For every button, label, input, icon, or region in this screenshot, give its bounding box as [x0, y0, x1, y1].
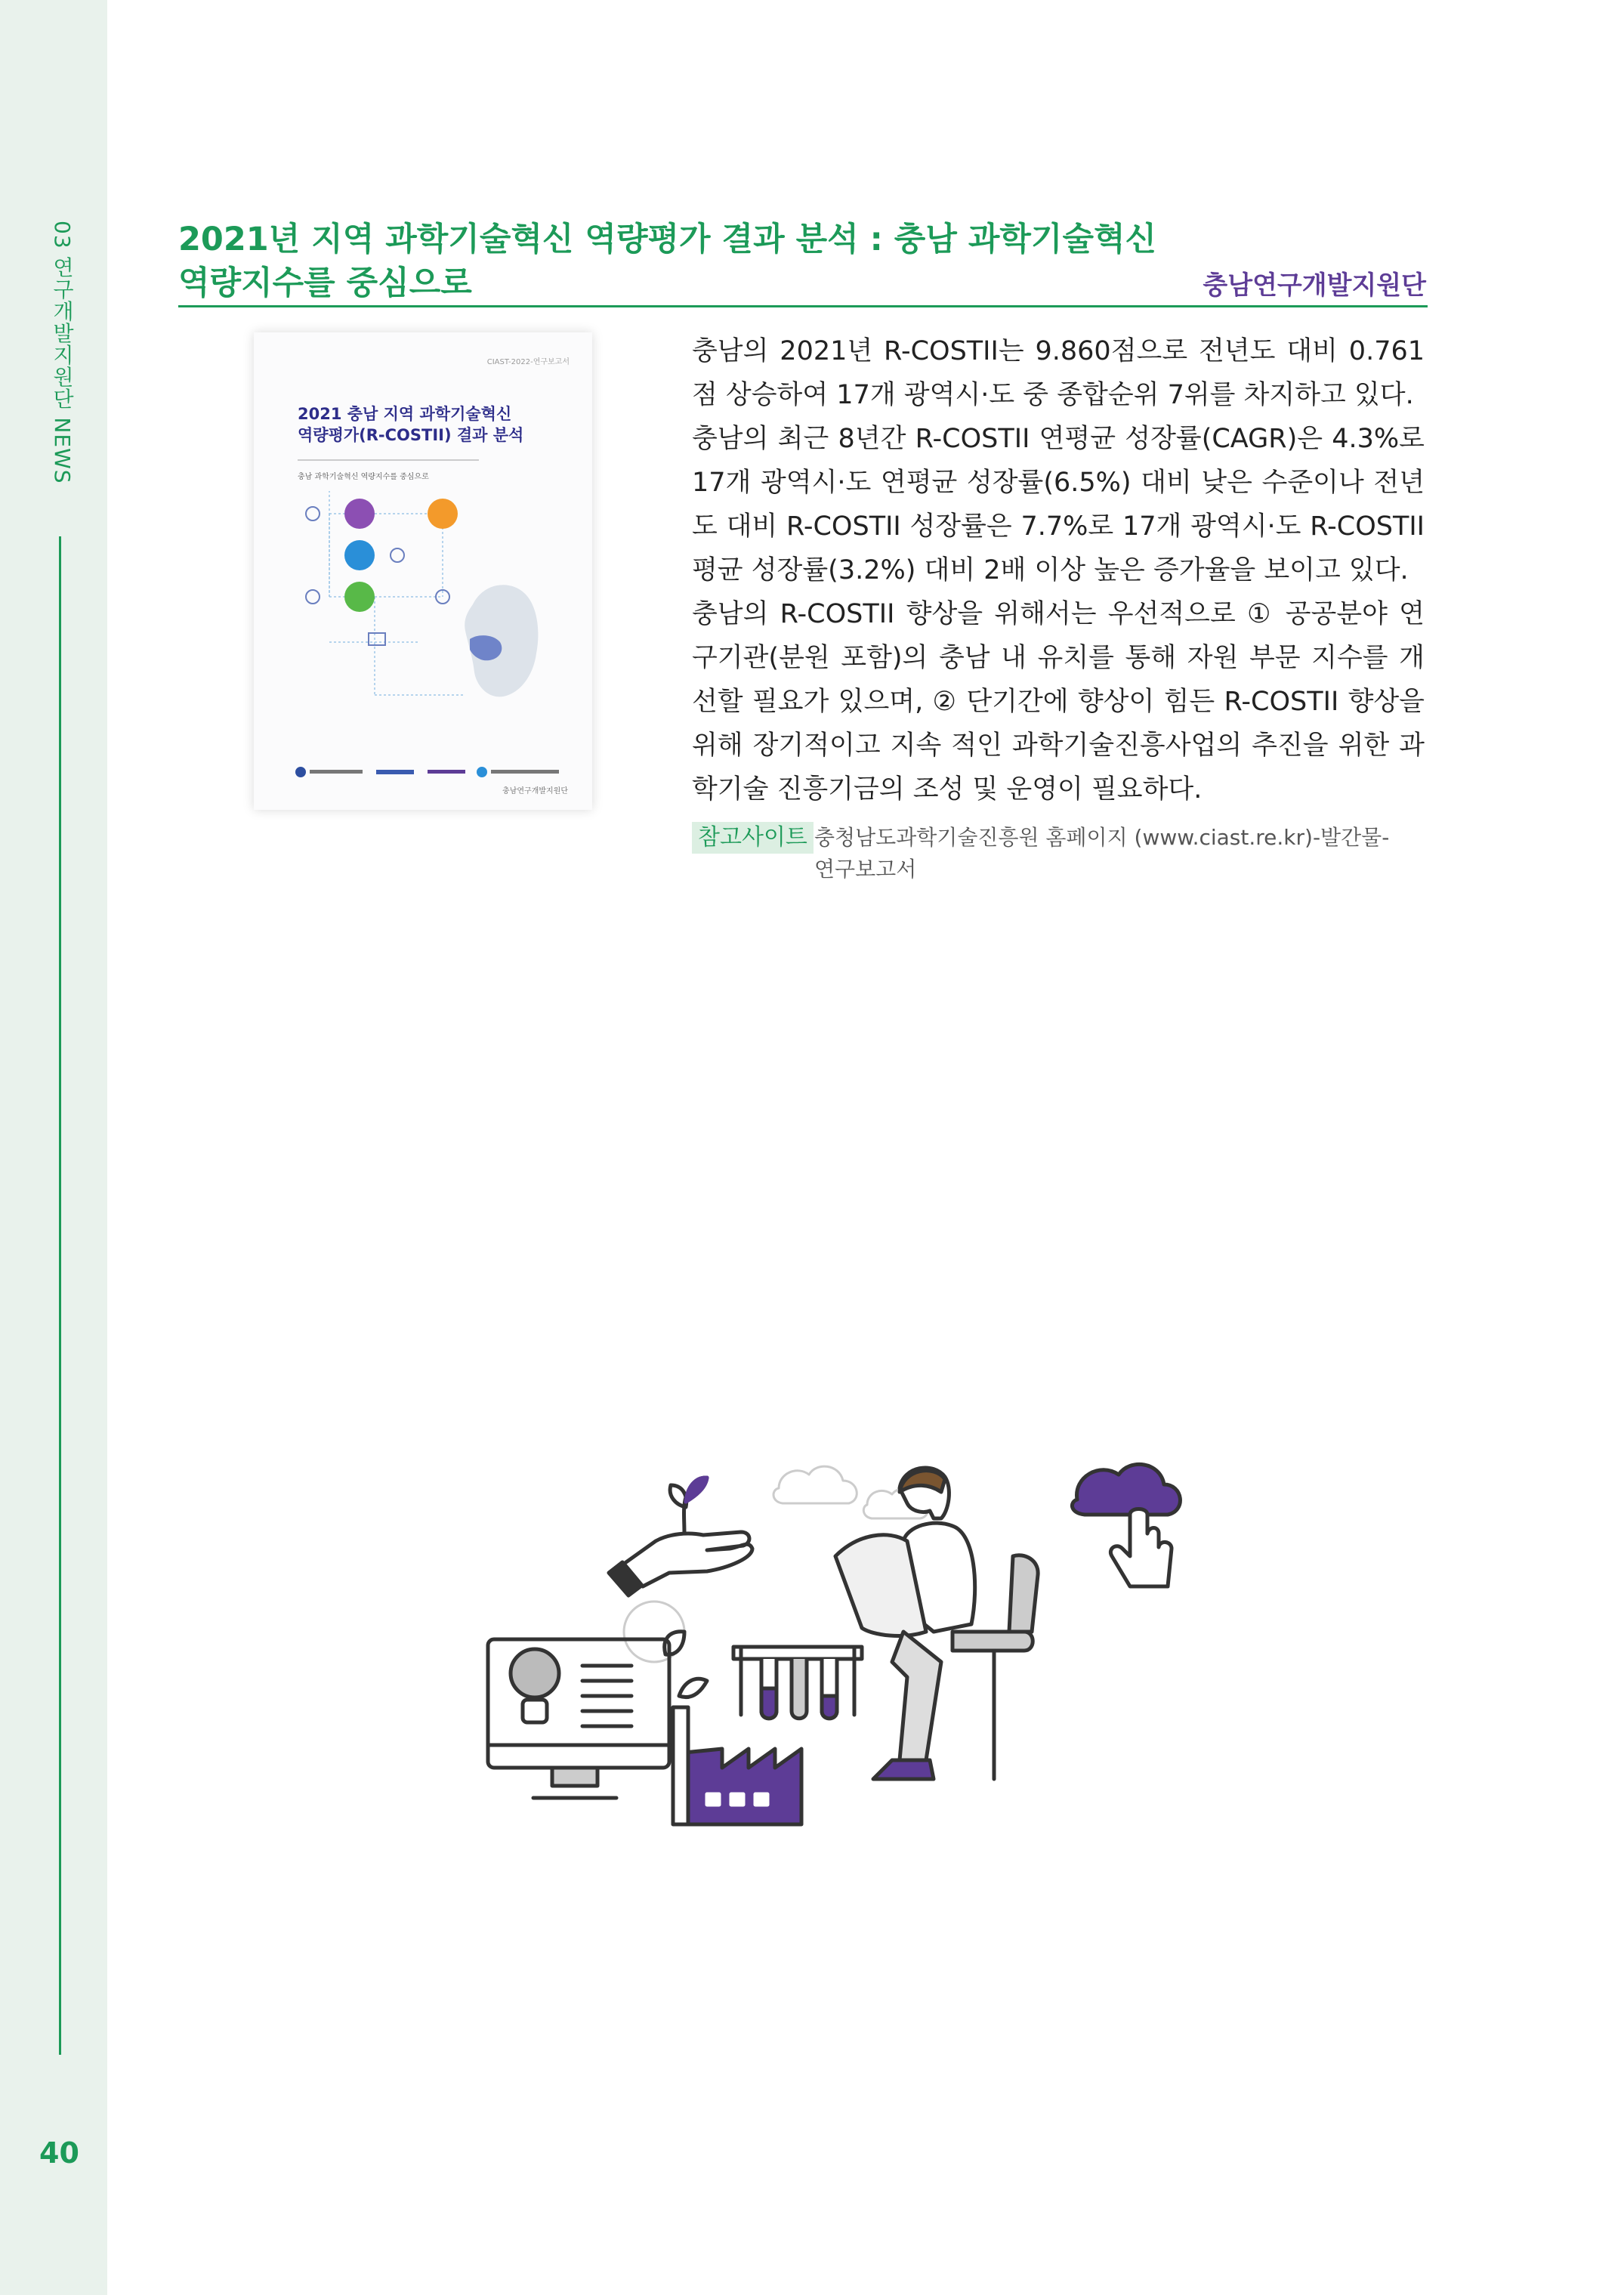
sidebar-divider [59, 536, 61, 2055]
reference-line2: 연구보고서 [814, 857, 917, 882]
cover-publisher: 충남연구개발지원단 [502, 787, 568, 795]
chair-icon [952, 1632, 1033, 1651]
article-title [178, 218, 1160, 305]
report-cover-image [254, 332, 592, 810]
lightbulb-icon [511, 1649, 559, 1697]
science-icon-4 [344, 582, 375, 612]
cover-network-map-graphic [284, 491, 571, 740]
cover-subtitle: 충남 과학기술혁신 역량지수를 중심으로 [298, 473, 429, 481]
title-divider [178, 305, 1428, 307]
hand-cursor-icon [1110, 1509, 1172, 1587]
factory-icon [684, 1749, 801, 1824]
research-illustration [480, 1435, 1251, 1843]
article-title-line1: 2021년 지역 과학기술혁신 역량평가 결과 분석 : 충남 과학기술혁신 [178, 221, 1157, 258]
test-tube-rack-icon [733, 1647, 862, 1659]
paragraph: 충남의 최근 8년간 R-COSTII 연평균 성장률(CAGR)은 4.3%로 17개 광역시·도 연평균 성장률(6.5%) 대비 낮은 수준이나 전년도 대비 R-COSTII 성장률은 7.7%로 17개 광역시·도 R-COSTII 평균 성장률(3.2%) 대비 2배 이상 높은 증가율을 보이고 있다. [692, 424, 1425, 585]
reference-line1: 충청남도과학기술진흥원 홈페이지 (www.ciast.re.kr)-발간물- [814, 825, 1390, 850]
science-icon-2 [428, 499, 458, 529]
cover-divider [298, 459, 479, 461]
hand-icon [624, 1532, 752, 1586]
reference-tag: 참고사이트 [692, 822, 814, 854]
article-author: 충남연구개발지원단 [1203, 270, 1426, 301]
article-title-line2: 역량지수를 중심으로 [178, 264, 472, 302]
cover-code: CIAST-2022-연구보고서 [486, 358, 570, 366]
reference-text [814, 822, 1419, 885]
cloud-upload-icon [1072, 1464, 1180, 1515]
page-number: 40 [39, 2136, 79, 2170]
science-icon-1 [344, 499, 375, 529]
sidebar [0, 0, 107, 2295]
cover-title [298, 403, 585, 446]
cover-title-line1: 2021 충남 지역 과학기술혁신 [298, 405, 512, 423]
cover-title-line2: 역량평가(R-COSTII) 결과 분석 [298, 426, 524, 444]
article-body [692, 329, 1425, 811]
paragraph: 충남의 2021년 R-COSTII는 9.860점으로 전년도 대비 0.761점 상승하여 17개 광역시·도 중 종합순위 7위를 차지하고 있다. [692, 336, 1425, 410]
science-icon-3 [344, 540, 375, 570]
paragraph: 충남의 R-COSTII 향상을 위해서는 우선적으로 ① 공공분야 연구기관(분원 포함)의 충남 내 유치를 통해 자원 부문 지수를 개선할 필요가 있으며, ② 단기간에 향상이 힘든 R-COSTII 향상을 위해 장기적이고 지속 적인 과학기술진흥사업의 추진을 위한 과학기술 진흥기금의 조성 및 운영이 필요하다. [692, 599, 1425, 805]
section-label: 03 연구개발지원단 NEWS [50, 221, 75, 484]
cloud-icon [773, 1466, 857, 1503]
cover-partner-logos [293, 763, 565, 781]
